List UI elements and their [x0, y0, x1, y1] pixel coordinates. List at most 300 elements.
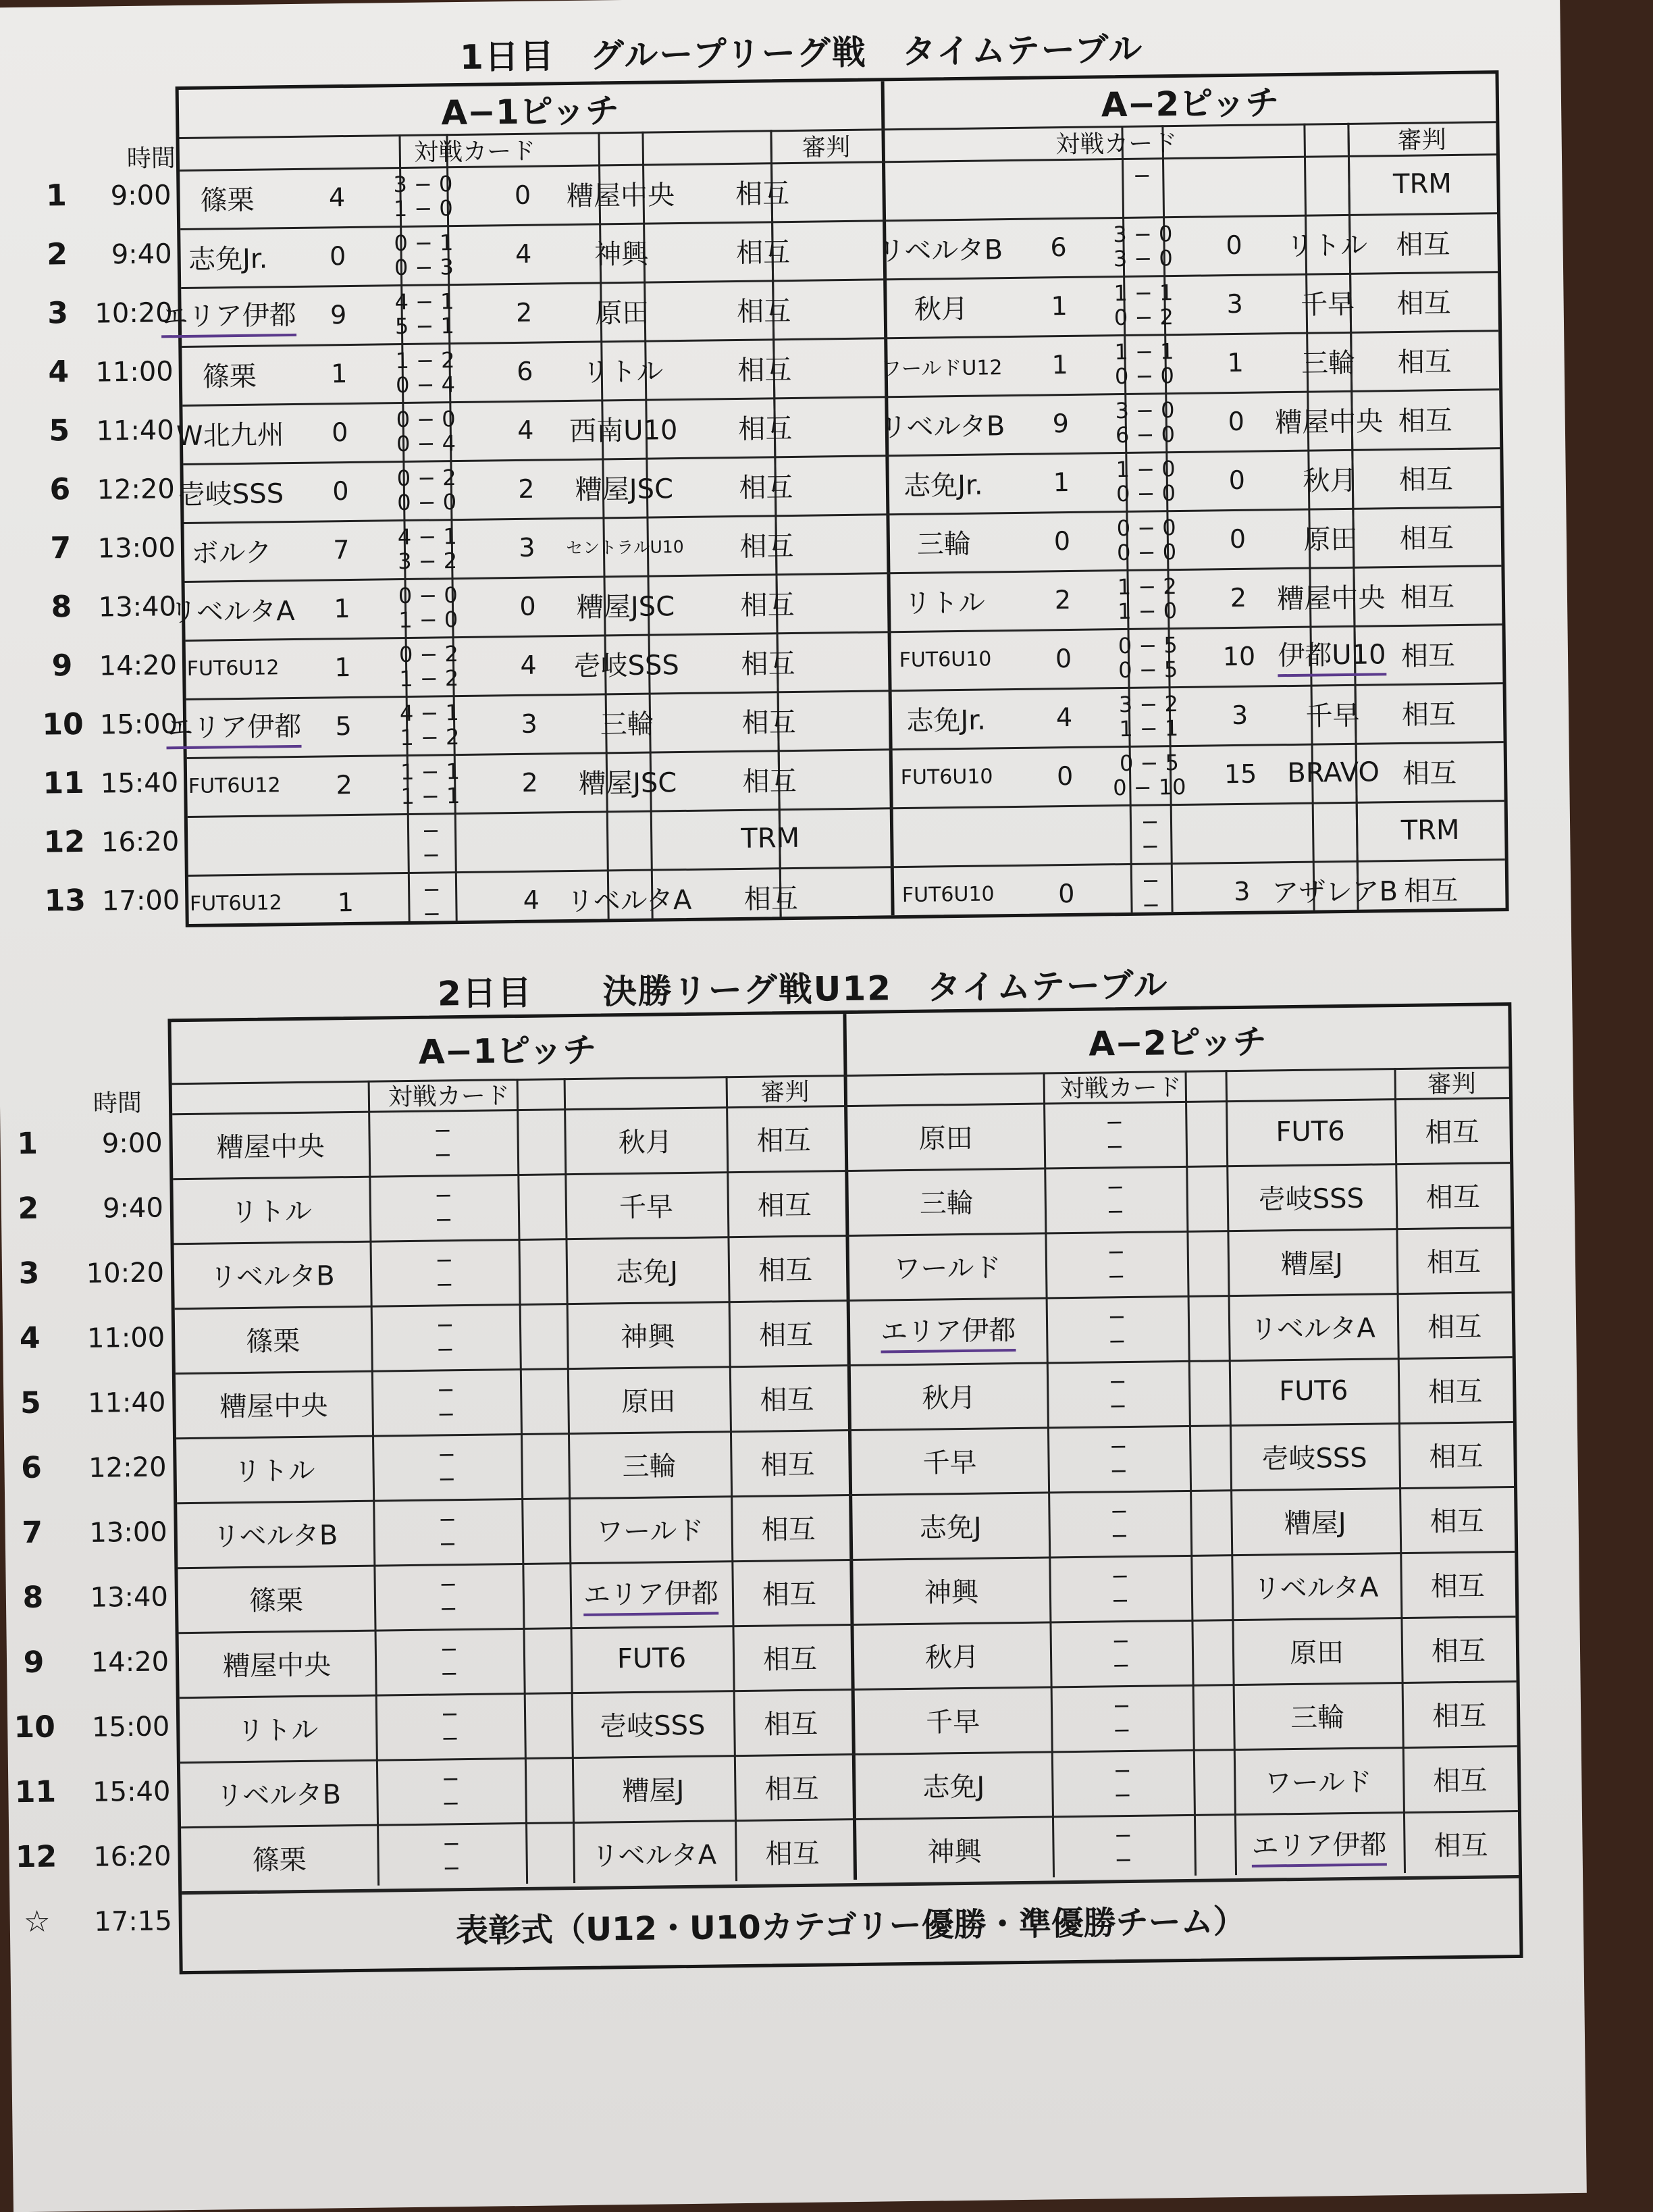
first-half-score: 0 − 0: [396, 407, 455, 432]
kickoff-time: 17:00: [65, 885, 180, 917]
home-total: [1001, 804, 1130, 865]
score-dash: −: [1105, 1134, 1124, 1158]
kickoff-time: 15:00: [55, 1711, 170, 1743]
away-team: ワールド: [569, 1495, 731, 1562]
score-dash: −: [442, 1766, 460, 1791]
second-half-score: 0 − 0: [1116, 481, 1176, 506]
away-team: 志免J: [565, 1236, 728, 1303]
kickoff-time: 11:00: [58, 356, 174, 388]
match-number: 9: [7, 1645, 61, 1680]
away-total: 10: [1167, 626, 1310, 687]
away-team: 糟屋中央: [598, 164, 643, 224]
day1-timetable: [28, 70, 1511, 933]
kickoff-time: 11:40: [59, 415, 175, 447]
away-total: 0: [446, 164, 599, 225]
home-total: 0: [1002, 863, 1131, 923]
referee: 相互: [731, 1494, 846, 1560]
score-dash: −: [436, 1337, 454, 1361]
home-team: FUT6U12: [188, 873, 284, 933]
referee: 相互: [648, 631, 889, 692]
match-number: 6: [4, 1450, 59, 1485]
home-team: FUT6U12: [187, 756, 282, 816]
away-team: 秋月: [564, 1106, 727, 1173]
kickoff-time: 9:00: [56, 180, 172, 212]
home-team: [186, 697, 282, 757]
match-header-a2: 対戦カード: [847, 1068, 1394, 1105]
second-half-score: 0 − 0: [1115, 363, 1174, 388]
score-placeholder: [375, 1693, 525, 1759]
referee: 相互: [1353, 623, 1502, 684]
kickoff-time: 10:20: [57, 297, 173, 330]
home-team: 志免Jr.: [889, 453, 997, 513]
half-scores: [1122, 157, 1163, 217]
score-placeholder: [1047, 1360, 1189, 1427]
away-team: アザレアB: [1313, 860, 1357, 920]
score-dash: −: [438, 1507, 456, 1531]
home-team: リベルタB: [888, 394, 997, 455]
match-number: 12: [37, 825, 92, 860]
ref-header-a1: 審判: [726, 1075, 845, 1106]
score-dash: −: [1109, 1393, 1127, 1418]
home-team: 秋月: [851, 1362, 1047, 1429]
away-total: [454, 811, 607, 871]
away-team: 神興: [599, 223, 644, 282]
score-dash: −: [1114, 1823, 1132, 1847]
away-team: 三輪: [1306, 332, 1350, 391]
referee: 相互: [1398, 1356, 1513, 1422]
referee: 相互: [734, 1753, 849, 1820]
home-team: 秋月: [887, 277, 995, 337]
match-number: 10: [7, 1709, 62, 1745]
first-half-score: 3 − 0: [393, 172, 452, 197]
kickoff-time: 12:20: [51, 1451, 167, 1484]
pitch-a2-header: A−2ピッチ: [885, 74, 1496, 128]
match-number: 11: [8, 1774, 63, 1809]
away-team: FUT6: [1226, 1098, 1395, 1165]
second-half-score: 0 − 0: [1117, 540, 1176, 565]
first-half-score: 3 − 2: [1119, 692, 1178, 717]
score-dash: −: [1111, 1564, 1129, 1588]
score-dash: −: [439, 1572, 457, 1596]
day2-table: [167, 1002, 1523, 1974]
home-team: 篠栗: [181, 1824, 377, 1892]
away-team: 糟屋JSC: [602, 458, 646, 517]
score-dash: −: [1110, 1523, 1128, 1547]
kickoff-time: 11:40: [51, 1387, 166, 1419]
first-half-score: −: [1141, 868, 1159, 892]
match-number: 3: [2, 1256, 57, 1291]
match-number: 4: [31, 355, 86, 390]
home-team: [885, 159, 994, 220]
half-scores: [1130, 804, 1171, 863]
match-number: 5: [3, 1385, 58, 1420]
away-total: 6: [448, 340, 601, 401]
referee: TRM: [1356, 800, 1505, 860]
score-dash: −: [1112, 1693, 1130, 1718]
away-team: 千早: [1311, 684, 1355, 744]
match-number: 6: [33, 472, 88, 507]
home-team: [181, 286, 276, 346]
pitch-a1-header: A−1ピッチ: [179, 81, 882, 137]
half-scores: [407, 813, 455, 872]
away-team: 原田: [1308, 508, 1353, 567]
home-team: 篠栗: [180, 168, 275, 228]
score-placeholder: [371, 1368, 521, 1435]
day2-timetable: [0, 1002, 1530, 2007]
half-scores: [406, 754, 454, 813]
home-team: 志免Jr.: [180, 227, 276, 287]
score-dash: −: [434, 1183, 452, 1207]
away-total: 0: [451, 575, 604, 636]
score-placeholder: [1045, 1231, 1187, 1297]
match-number: 8: [6, 1580, 61, 1615]
first-half-score: 1 − 1: [1113, 280, 1173, 305]
score-placeholder: [368, 1109, 517, 1176]
home-total: 1: [995, 334, 1124, 394]
half-scores: [1130, 863, 1172, 922]
match-header-a1: 対戦カード: [172, 1076, 726, 1113]
away-team: リトル: [600, 340, 645, 400]
kickoff-time: 14:20: [62, 650, 178, 682]
home-total: 6: [994, 217, 1123, 277]
score-dash: −: [1113, 1758, 1132, 1782]
second-half-score: 1 − 0: [398, 607, 458, 632]
first-half-score: 0 − 5: [1120, 750, 1179, 775]
home-team: リトル: [180, 1695, 376, 1762]
match-number: 11: [36, 766, 91, 801]
home-total: 0: [277, 402, 402, 462]
home-total: 0: [278, 461, 403, 521]
referee: 相互: [1396, 1227, 1511, 1293]
home-team: 篠栗: [178, 1565, 374, 1632]
first-half-score: 0 − 0: [398, 583, 458, 608]
away-total: 0: [1165, 450, 1308, 511]
score-dash: −: [1109, 1434, 1128, 1458]
kickoff-time: 9:40: [57, 238, 172, 271]
score-dash: −: [1108, 1329, 1126, 1353]
home-team: ワールド: [849, 1232, 1045, 1300]
referee: 相互: [1352, 506, 1501, 567]
half-scores: [1124, 334, 1165, 393]
score-dash: −: [442, 1831, 461, 1855]
half-scores: [400, 225, 448, 284]
second-half-score: 5 − 1: [395, 313, 454, 338]
score-placeholder: [1051, 1749, 1194, 1816]
away-total: 0: [1166, 509, 1309, 569]
score-dash: −: [440, 1701, 458, 1726]
away-team: セントラルU10: [602, 517, 647, 576]
match-header-a2: 対戦カード: [885, 123, 1348, 161]
first-half-score: 0 − 2: [399, 642, 458, 667]
match-number: 3: [30, 296, 85, 331]
first-half-score: 0 − 5: [1118, 633, 1178, 658]
home-team: 神興: [853, 1556, 1049, 1624]
score-dash: −: [438, 1531, 456, 1555]
away-total: 3: [453, 693, 606, 754]
score-placeholder: [1044, 1166, 1186, 1233]
referee: 相互: [644, 278, 884, 340]
ref-header-a1: 審判: [770, 128, 882, 162]
first-half-score: 3 − 0: [1113, 222, 1172, 247]
match-number: 1: [29, 178, 84, 213]
half-scores: [402, 460, 450, 519]
award-ceremony: 表彰式（U12・U10カテゴリー優勝・準優勝チーム）: [182, 1875, 1519, 1971]
home-team: リベルタA: [185, 580, 280, 640]
score-dash: −: [437, 1377, 455, 1401]
first-half-score: −: [421, 818, 440, 842]
home-team: 秋月: [854, 1621, 1050, 1689]
home-team: 志免J: [852, 1491, 1049, 1559]
score-dash: −: [1114, 1847, 1132, 1872]
home-team: FUT6U10: [893, 747, 1001, 807]
away-team: FUT6: [570, 1625, 733, 1692]
second-half-score: 1 − 0: [394, 196, 453, 221]
away-team: 三輪: [1233, 1682, 1402, 1749]
highlighted-team-underline: エリア伊都: [166, 705, 302, 749]
referee: 相互: [733, 1689, 849, 1755]
referee: 相互: [727, 1235, 843, 1301]
referee: 相互: [1398, 1421, 1514, 1487]
first-half-score: 1 − 0: [1116, 457, 1175, 482]
home-team: リベルタB: [180, 1759, 377, 1827]
score-dash: −: [1106, 1199, 1124, 1223]
kickoff-time: 13:40: [61, 591, 177, 623]
second-half-score: 1 − 1: [400, 783, 460, 808]
home-team: リベルタB: [177, 1500, 373, 1568]
second-half-score: 0 − 3: [394, 255, 454, 280]
second-half-score: −: [423, 901, 441, 925]
home-team: 志免Jr.: [892, 688, 1001, 748]
home-team: リトル: [173, 1176, 369, 1243]
highlighted-team-underline: エリア伊都: [583, 1572, 719, 1616]
home-team: ワールドU12: [887, 336, 996, 396]
second-half-score: 3 − 0: [1113, 246, 1173, 271]
referee: 相互: [1348, 212, 1498, 273]
referee: 相互: [729, 1300, 844, 1366]
score-placeholder: [1052, 1814, 1195, 1881]
referee: 相互: [1394, 1097, 1510, 1163]
referee: 相互: [644, 337, 885, 398]
score-dash: −: [434, 1142, 452, 1166]
home-total: 7: [278, 519, 404, 580]
referee: 相互: [729, 1364, 845, 1431]
first-half-score: −: [1140, 809, 1159, 833]
score-dash: −: [1107, 1239, 1125, 1264]
home-total: 4: [274, 167, 400, 227]
first-half-score: 1 − 2: [395, 348, 454, 373]
score-dash: −: [434, 1118, 452, 1142]
home-total: 1: [280, 637, 406, 697]
score-dash: −: [440, 1661, 458, 1685]
score-placeholder: [369, 1239, 519, 1306]
referee: 相互: [642, 161, 883, 222]
score-dash: −: [1110, 1499, 1128, 1523]
score-placeholder: [372, 1433, 521, 1500]
referee: 相互: [1402, 1680, 1517, 1747]
away-total: 0: [1165, 391, 1307, 452]
referee: 相互: [646, 455, 886, 516]
referee: 相互: [650, 748, 890, 810]
second-half-score: 6 − 0: [1116, 422, 1175, 447]
home-team: W北九州: [182, 403, 278, 463]
day1-table: [176, 70, 1509, 927]
home-team: 壱岐SSS: [183, 462, 278, 522]
half-scores: [1123, 275, 1164, 334]
home-team: 原田: [847, 1103, 1044, 1171]
away-team: BRAVO: [1311, 743, 1356, 802]
home-team: 三輪: [889, 512, 998, 572]
match-number: 13: [38, 883, 93, 919]
referee: 相互: [643, 220, 883, 281]
kickoff-time: 15:00: [63, 709, 178, 741]
away-team: 千早: [1305, 273, 1350, 332]
home-team: FUT6U10: [894, 865, 1003, 925]
home-team: 篠栗: [175, 1306, 371, 1373]
time-header: 時間: [127, 139, 176, 174]
referee: 相互: [1355, 741, 1504, 802]
second-half-score: 0 − 4: [396, 431, 456, 456]
kickoff-time: 11:00: [50, 1322, 165, 1354]
match-number: 12: [9, 1839, 63, 1874]
home-total: 4: [1000, 687, 1129, 747]
referee: 相互: [645, 396, 885, 457]
second-half-score: 1 − 2: [400, 725, 459, 750]
first-half-score: 1 − 1: [400, 759, 460, 784]
score-placeholder: [1049, 1555, 1191, 1622]
referee: 相互: [1353, 565, 1502, 625]
score-placeholder: [1051, 1684, 1193, 1751]
highlighted-team-underline: 伊都U10: [1278, 633, 1386, 677]
score-dash: −: [436, 1272, 454, 1296]
score-dash: −: [440, 1637, 458, 1661]
away-team: 糟屋JSC: [606, 752, 650, 811]
score-placeholder: [1047, 1425, 1190, 1492]
ceremony-marker: ☆: [9, 1904, 64, 1939]
home-total: 1: [280, 578, 405, 638]
away-total: 2: [450, 458, 602, 519]
kickoff-time: 15:40: [63, 767, 179, 800]
highlighted-team-underline: エリア伊都: [161, 294, 296, 338]
second-half-score: −: [422, 842, 440, 867]
half-scores: [403, 519, 451, 578]
half-scores: [400, 284, 448, 343]
half-scores: [405, 636, 453, 696]
referee: 相互: [732, 1624, 847, 1690]
score-dash: −: [1107, 1264, 1126, 1288]
match-number: 2: [1, 1191, 56, 1226]
second-half-score: 1 − 2: [399, 666, 458, 691]
home-total: 9: [276, 284, 401, 344]
away-total: 3: [1171, 861, 1313, 922]
away-team: [1312, 802, 1357, 861]
referee: 相互: [1402, 1745, 1518, 1811]
away-team: 壱岐SSS: [604, 634, 649, 694]
score-dash: −: [437, 1401, 455, 1426]
kickoff-time: 9:40: [49, 1192, 164, 1225]
away-total: 4: [447, 223, 600, 284]
home-total: 5: [281, 696, 406, 756]
score-dash: −: [441, 1726, 459, 1750]
away-total: 1: [1164, 332, 1307, 393]
match-number: 9: [35, 648, 90, 684]
away-team: [1304, 155, 1348, 215]
kickoff-time: 14:20: [54, 1646, 169, 1678]
away-team: リトル: [1305, 214, 1349, 274]
away-team: 三輪: [568, 1431, 731, 1497]
referee: 相互: [1400, 1551, 1515, 1617]
score-placeholder: [373, 1563, 523, 1630]
home-team: 千早: [851, 1426, 1048, 1494]
first-half-score: 4 − 1: [400, 700, 459, 725]
score-dash: −: [1111, 1628, 1130, 1653]
score-placeholder: [377, 1822, 526, 1889]
away-team: 原田: [600, 282, 644, 341]
score-dash: −: [442, 1855, 461, 1880]
score-placeholder: [375, 1628, 524, 1695]
second-half-score: 0 − 2: [1114, 305, 1174, 330]
second-half-score: 1 − 0: [1118, 598, 1177, 623]
referee: 相互: [649, 690, 889, 751]
home-total: 1: [283, 872, 409, 932]
away-total: 4: [455, 869, 608, 930]
kickoff-time: 13:40: [53, 1581, 169, 1614]
day2-title: 2日目 決勝リーグ戦U12 タイムテーブル: [438, 958, 1169, 1015]
half-scores: [1122, 216, 1163, 276]
home-total: [993, 158, 1122, 218]
match-number: 5: [32, 413, 86, 448]
referee: TRM: [650, 807, 891, 869]
score-dash: −: [442, 1791, 460, 1815]
match-number: 1: [0, 1126, 55, 1161]
away-total: 3: [450, 517, 603, 577]
score-dash: −: [434, 1207, 452, 1231]
home-team: 糟屋中央: [172, 1111, 369, 1179]
home-total: 0: [999, 628, 1128, 688]
score-dash: −: [1105, 1110, 1124, 1134]
score-dash: −: [435, 1248, 453, 1272]
referee: 相互: [735, 1818, 850, 1884]
half-scores: [1125, 451, 1166, 511]
score-dash: −: [1111, 1588, 1129, 1612]
away-team: 千早: [565, 1171, 727, 1238]
half-scores: [406, 695, 454, 754]
away-team: 神興: [567, 1301, 729, 1368]
ref-header-a2: 審判: [1347, 121, 1496, 155]
half-scores: [399, 166, 447, 226]
first-half-score: 0 − 0: [1117, 515, 1176, 540]
away-team: 糟屋中央: [1307, 390, 1351, 450]
away-team: ワールド: [1234, 1747, 1403, 1814]
score-dash: −: [1112, 1653, 1130, 1677]
referee: 相互: [1350, 388, 1500, 449]
score-dash: −: [438, 1466, 456, 1491]
half-scores: [408, 871, 456, 931]
home-team: FUT6U10: [891, 629, 1000, 690]
away-total: [1162, 156, 1305, 217]
home-team: 神興: [856, 1816, 1053, 1883]
away-total: 0: [1163, 215, 1305, 276]
first-half-score: 1 − 1: [1114, 339, 1174, 364]
home-team: FUT6U12: [186, 638, 281, 698]
home-team: リトル: [176, 1435, 373, 1503]
second-half-score: 1 − 1: [1119, 716, 1178, 741]
kickoff-time: 9:00: [47, 1127, 163, 1160]
away-total: 4: [449, 399, 602, 460]
score-dash: −: [1107, 1304, 1126, 1329]
away-team: 原田: [567, 1366, 730, 1433]
referee: 相互: [1399, 1486, 1515, 1552]
home-team: [850, 1297, 1047, 1364]
